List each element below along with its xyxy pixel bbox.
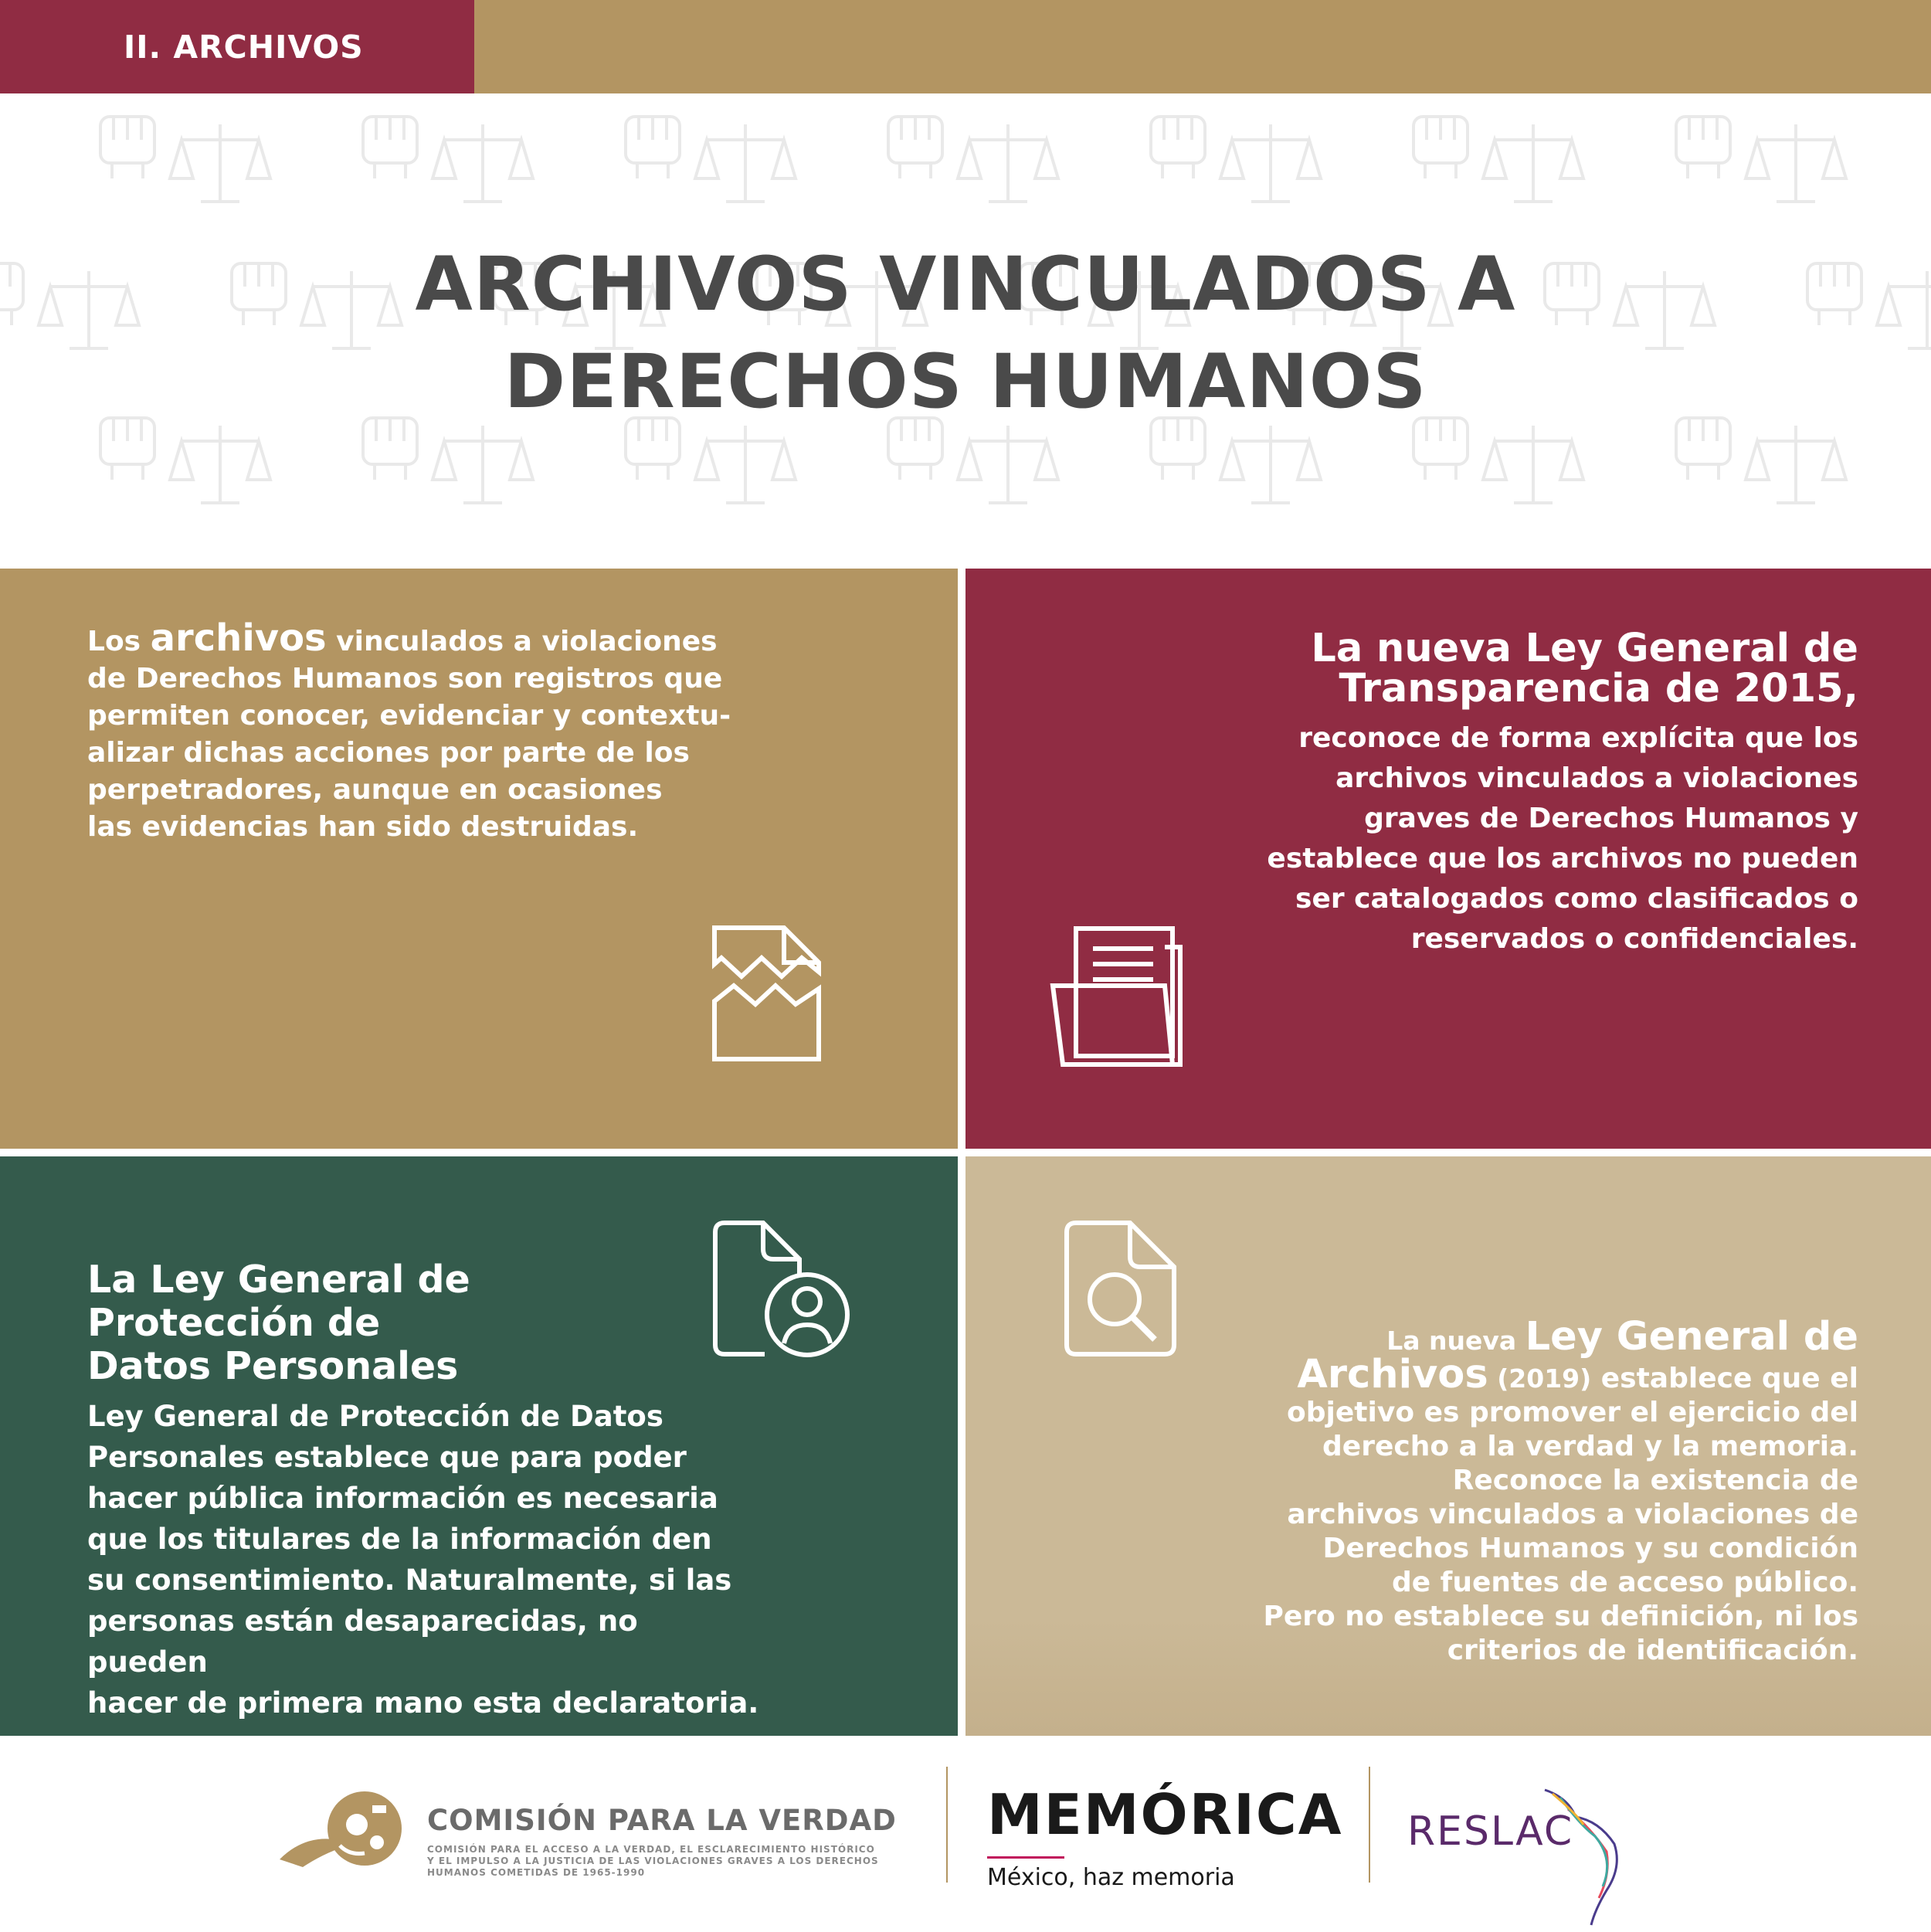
panel-ley-archivos-text [1163,1314,1858,1668]
panel-archivos-emphasis: archivos [150,616,327,660]
panel-ley-archivos-emphasis1: Ley General de [1525,1314,1858,1360]
document-search-icon [1062,1218,1186,1365]
panel-transparencia-line5: ser catalogados como clasificados o [1295,883,1858,915]
panel-datos-heading-line3: Datos Personales [87,1344,459,1388]
panel-datos-heading-line1: La Ley General de [87,1258,470,1302]
panel-datos-line4: que los titulares de la información den [87,1523,712,1556]
panel-ley-archivos-year: (2019) [1488,1363,1592,1394]
panel-datos-line6: personas están desaparecidas, no pueden [87,1604,638,1679]
latin-america-map-icon [1537,1782,1630,1929]
panel-ley-archivos-line2: derecho a la verdad y la memoria. [1322,1431,1858,1462]
cpv-title: COMISIÓN PARA LA VERDAD [427,1804,897,1837]
panel-transparencia-line3: graves de Derechos Humanos y [1364,803,1858,834]
panel-transparencia-heading-line1: La nueva Ley General de [1311,626,1858,671]
panel-ley-archivos-emphasis2: Archivos [1297,1352,1488,1397]
panel-ley-archivos-firstline: establece que el [1591,1363,1858,1394]
panel-datos-line2: Personales establece que para poder [87,1441,687,1474]
panel-ley-archivos-line3: Reconoce la existencia de [1452,1465,1858,1496]
panel-transparencia-line4: establece que los archivos no pueden [1267,843,1858,874]
panel-archivos-prefix: Los [87,626,151,657]
panel-archivos-line5: perpetradores, aunque en ocasiones [87,774,663,806]
panel-datos-text [87,1396,767,1723]
cpv-sub-line2: Y EL IMPULSO A LA JUSTICIA DE LAS VIOLACIONES GRAVES A LOS DERECHOS [427,1856,879,1866]
footer [0,1736,1931,1932]
panel-datos-heading-line2: Protección de [87,1301,381,1345]
document-user-icon [711,1218,857,1365]
torn-document-icon [711,924,826,1071]
folder-document-icon [1049,924,1188,1071]
memorica-accent-line [987,1856,1064,1859]
panel-archivos-line1: vinculados a violaciones [326,626,718,657]
panel-datos-line7: hacer de primera mano esta declaratoria. [87,1686,759,1720]
panel-transparencia-heading [1163,626,1858,711]
panel-datos-line1: Ley General de Protección de Datos [87,1400,663,1433]
memorica-title: MEMÓRICA [987,1782,1343,1847]
panel-transparencia-line1: reconoce de forma explícita que los [1298,722,1858,754]
cpv-sub-line1: COMISIÓN PARA EL ACCESO A LA VERDAD, EL ESCLARECIMIENTO HISTÓRICO [427,1844,875,1855]
cpv-logo [280,1782,419,1883]
cpv-subtitle [427,1844,906,1879]
page-title-line2: DERECHOS HUMANOS [504,338,1427,425]
panel-ley-archivos-line6: de fuentes de acceso público. [1391,1567,1858,1598]
panel-archivos-line6: las evidencias han sido destruidas. [87,811,639,843]
panel-ley-archivos-line8: criterios de identificación. [1447,1635,1858,1666]
panel-archivos [0,569,958,1149]
panel-transparencia-line6: reservados o confidenciales. [1410,923,1858,955]
panel-ley-archivos [966,1156,1931,1736]
panel-ley-archivos-prefix: La nueva [1386,1326,1525,1356]
panel-ley-archivos-line5: Derechos Humanos y su condición [1322,1533,1858,1564]
footer-divider [1369,1767,1370,1883]
panel-ley-archivos-line4: archivos vinculados a violaciones de [1287,1499,1858,1530]
panel-ley-archivos-line1: objetivo es promover el ejercicio del [1287,1397,1858,1428]
panel-transparencia [966,569,1931,1149]
panel-transparencia-text [1163,718,1858,959]
panel-datos-personales [0,1156,958,1736]
panel-datos-heading [87,1258,744,1388]
memorica-tagline: México, haz memoria [987,1864,1235,1891]
panel-datos-line5: su consentimiento. Naturalmente, si las [87,1564,732,1597]
page-title [0,236,1931,430]
reslac-logo-text: RESLAC [1407,1808,1574,1855]
panel-ley-archivos-line7: Pero no establece su definición, ni los [1263,1601,1858,1632]
panel-transparencia-line2: archivos vinculados a violaciones [1335,762,1858,794]
page-title-line1: ARCHIVOS VINCULADOS A [415,241,1516,328]
panel-archivos-line3: permiten conocer, evidenciar y contextu- [87,700,731,732]
footer-divider [946,1767,948,1883]
panel-archivos-line4: alizar dichas acciones por parte de los [87,737,690,769]
panel-transparencia-heading-line2: Transparencia de 2015, [1339,666,1858,711]
section-tag: II. ARCHIVOS [0,0,474,93]
panel-archivos-text [87,616,767,846]
panel-archivos-line2: de Derechos Humanos son registros que [87,663,723,694]
cpv-sub-line3: HUMANOS COMETIDAS DE 1965-1990 [427,1867,646,1878]
panel-datos-line3: hacer pública información es necesaria [87,1482,718,1515]
